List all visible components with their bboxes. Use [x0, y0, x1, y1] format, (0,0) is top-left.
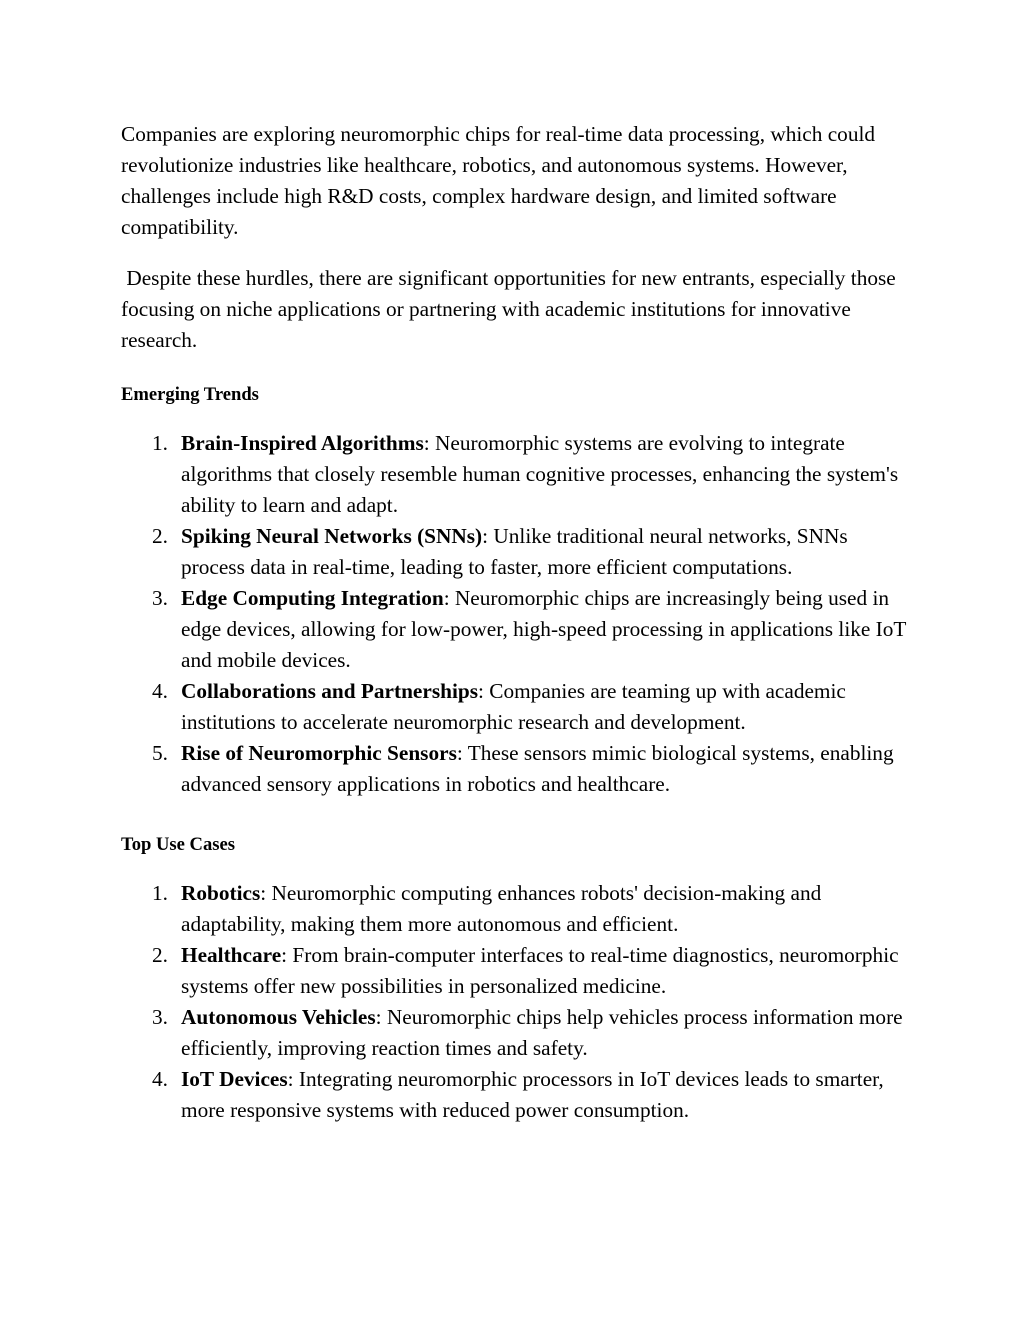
- opportunities-paragraph: Despite these hurdles, there are significant opportunities for new entrants, especially those focusing on niche applications or partnering with academic institutions for innovative research.: [121, 266, 902, 352]
- list-item: [121, 676, 911, 738]
- list-item-text: : From brain-computer interfaces to real-time diagnostics, neuromorphic systems offer new possibilities in personalized medicine.: [181, 943, 899, 998]
- list-item: [121, 878, 911, 940]
- list-item-term: Robotics: [181, 881, 261, 905]
- list-item: [121, 738, 911, 800]
- list-number: 3.: [152, 1005, 168, 1029]
- list-item-term: Brain-Inspired Algorithms: [181, 431, 424, 455]
- list-item-text: : Neuromorphic computing enhances robots' decision-making and adaptability, making them more autonomous and efficient.: [181, 881, 822, 936]
- list-item-term: IoT Devices: [181, 1067, 288, 1091]
- list-number: 2.: [152, 524, 168, 548]
- list-item-text: : Neuromorphic chips are increasingly being used in edge devices, allowing for low-power, high-speed processing in applications like IoT and mobile devices.: [181, 586, 907, 672]
- document-page: [121, 119, 911, 1126]
- list-item-text: : Neuromorphic chips help vehicles process information more efficiently, improving reaction times and safety.: [181, 1005, 903, 1060]
- list-item-term: Edge Computing Integration: [181, 586, 444, 610]
- list-number: 2.: [152, 943, 168, 967]
- list-item-term: Autonomous Vehicles: [181, 1005, 376, 1029]
- list-number: 3.: [152, 586, 168, 610]
- list-item-term: Spiking Neural Networks (SNNs): [181, 524, 483, 548]
- list-item-text: : These sensors mimic biological systems, enabling advanced sensory applications in robotics and healthcare.: [181, 741, 894, 796]
- list-number: 1.: [152, 881, 168, 905]
- list-number: 4.: [152, 1067, 168, 1091]
- list-number: 4.: [152, 679, 168, 703]
- list-item: [121, 940, 911, 1002]
- list-item-term: Collaborations and Partnerships: [181, 679, 479, 703]
- list-item: [121, 1064, 911, 1126]
- list-item-text: : Companies are teaming up with academic institutions to accelerate neuromorphic research and development.: [181, 679, 846, 734]
- top-use-cases-heading: Top Use Cases: [121, 834, 235, 855]
- list-item-text: : Neuromorphic systems are evolving to integrate algorithms that closely resemble human cognitive processes, enhancing the system's ability to learn and adapt.: [181, 431, 899, 517]
- list-item: [121, 583, 911, 676]
- list-item-text: : Integrating neuromorphic processors in IoT devices leads to smarter, more responsive systems with reduced power consumption.: [181, 1067, 884, 1122]
- emerging-trends-heading: Emerging Trends: [121, 384, 259, 405]
- list-item-text: : Unlike traditional neural networks, SNNs process data in real-time, leading to faster, more efficient computations.: [181, 524, 848, 579]
- list-item: [121, 521, 911, 583]
- list-item-term: Rise of Neuromorphic Sensors: [181, 741, 457, 765]
- emerging-trends-list: [121, 428, 911, 800]
- list-item-term: Healthcare: [181, 943, 282, 967]
- list-item: [121, 1002, 911, 1064]
- list-item: [121, 428, 911, 521]
- top-use-cases-list: [121, 878, 911, 1126]
- intro-paragraph: Companies are exploring neuromorphic chips for real-time data processing, which could revolutionize industries like healthcare, robotics, and autonomous systems. However, challenges include high R&D costs, complex hardware design, and limited software compatibility.: [121, 122, 876, 239]
- list-number: 1.: [152, 431, 168, 455]
- list-number: 5.: [152, 741, 168, 765]
